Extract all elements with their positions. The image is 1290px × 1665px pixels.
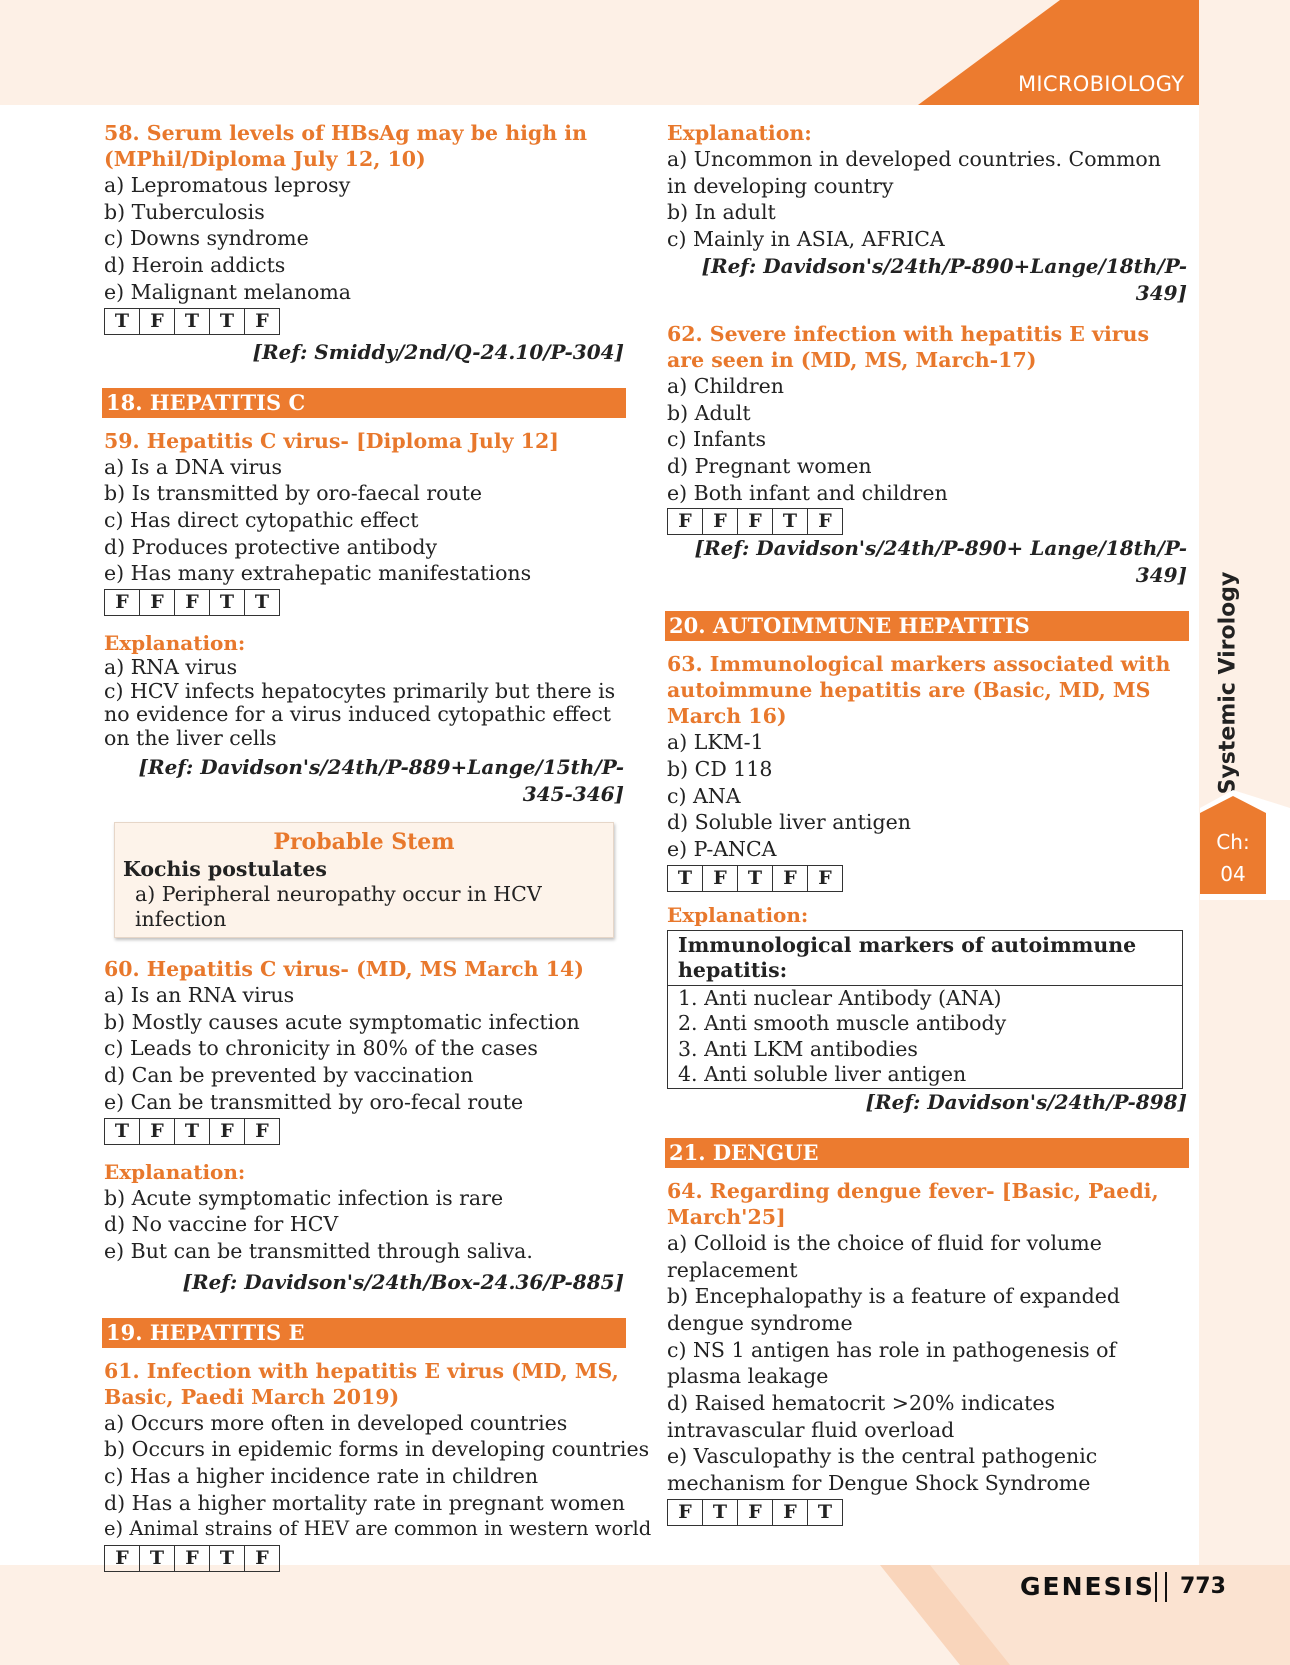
option: e) Can be transmitted by oro-fecal route (104, 1089, 524, 1114)
explanation-line: a) Uncommon in developed countries. Common in developing country (667, 147, 1161, 198)
section-heading-21: 21. DENGUE (665, 1138, 1189, 1168)
option: e) Vasculopathy is the central pathogenic mechanism for Dengue Shock Syndrome (667, 1444, 1098, 1496)
question-60-title: 60. Hepatitis C virus- (MD, MS March 14) (104, 957, 584, 982)
chapter-title: Systemic Virology (1215, 571, 1241, 795)
markers-table-row: 2. Anti smooth muscle antibody (678, 1011, 1007, 1036)
answer-key-62: F F F T F (667, 508, 843, 535)
stem-title: Kochis postulates (123, 857, 327, 882)
answer-key-63: T F T F F (667, 865, 843, 892)
option: c) Infants (667, 427, 767, 452)
option: e) Animal strains of HEV are common in western world (104, 1517, 652, 1541)
option: d) Soluble liver antigen (667, 810, 911, 835)
option: a) Lepromatous leprosy (104, 173, 351, 197)
explanation-heading: Explanation: (667, 902, 809, 927)
option: a) Is an RNA virus (104, 983, 295, 1008)
option: d) Raised hematocrit >20% indicates intravascular fluid overload (667, 1391, 1056, 1442)
probable-stem-box (114, 822, 614, 938)
explanation-line: c) HCV infects hepatocytes primarily but there is no evidence for a virus induced cytopathic effect on the liver cells (104, 678, 616, 750)
option: c) NS 1 antigen has role in pathogenesis of plasma leakage (667, 1337, 1117, 1389)
option: b) Occurs in epidemic forms in developing countries (104, 1437, 650, 1462)
option: b) Adult (667, 400, 751, 425)
option: a) Children (667, 373, 784, 398)
reference: [Ref: Davidson's/24th/Box-24.36/P-885] (182, 1269, 624, 1294)
option: d) Can be prevented by vaccination (104, 1063, 474, 1088)
option: c) Leads to chronicity in 80% of the cases (104, 1036, 538, 1061)
right-column (667, 120, 1187, 1526)
subject-label: MICROBIOLOGY (1018, 72, 1185, 96)
explanation-line: a) RNA virus (104, 655, 238, 680)
question-61-title: 61. Infection with hepatitis E virus (MD, MS, Basic, Paedi March 2019) (104, 1358, 619, 1409)
question-59-title: 59. Hepatitis C virus- [Diploma July 12] (104, 428, 559, 453)
option: b) Is transmitted by oro-faecal route (104, 481, 483, 506)
section-heading-19: 19. HEPATITIS E (102, 1318, 626, 1348)
left-column (104, 120, 652, 1572)
answer-key-59: F F F T T (104, 589, 280, 616)
explanation-line: d) No vaccine for HCV (104, 1212, 339, 1237)
option: c) Has a higher incidence rate in children (104, 1464, 539, 1489)
reference: [Ref: Davidson's/24th/P-898] (865, 1089, 1187, 1114)
option: e) Malignant melanoma (104, 279, 352, 304)
question-63-title: 63. Immunological markers associated with autoimmune hepatitis are (Basic, MD, MS March 16) (667, 652, 1171, 729)
option: b) Tuberculosis (104, 199, 265, 224)
markers-table-heading: Immunological markers of autoimmune hepatitis: (668, 931, 1182, 986)
section-heading-20: 20. AUTOIMMUNE HEPATITIS (665, 611, 1189, 641)
option: a) Colloid is the choice of fluid for volume replacement (667, 1230, 1102, 1282)
answer-key-60: T F T F F (104, 1118, 280, 1145)
option: a) LKM-1 (667, 730, 764, 755)
question-64-title: 64. Regarding dengue fever- [Basic, Paedi, March'25] (667, 1178, 1159, 1229)
option: d) Heroin addicts (104, 253, 286, 278)
option: d) Produces protective antibody (104, 534, 438, 559)
stem-heading: Probable Stem (273, 829, 455, 856)
option: d) Has a higher mortality rate in pregnant women (104, 1490, 625, 1515)
option: c) Has direct cytopathic effect (104, 507, 419, 532)
explanation-heading: Explanation: (667, 121, 812, 145)
option: e) P-ANCA (667, 837, 777, 862)
explanation-line: b) In adult (667, 200, 776, 225)
option: c) Downs syndrome (104, 226, 309, 251)
brand-divider (1155, 1572, 1167, 1602)
page-number: 773 (1180, 1574, 1226, 1599)
reference: [Ref: Smiddy/2nd/Q-24.10/P-304] (252, 339, 624, 364)
markers-table (667, 930, 1183, 1089)
question-62-title: 62. Severe infection with hepatitis E virus are seen in (MD, MS, March-17) (667, 321, 1150, 372)
markers-table-row: 1. Anti nuclear Antibody (ANA) (678, 985, 1002, 1010)
option: e) Both infant and children (667, 480, 948, 505)
markers-table-row: 4. Anti soluble liver antigen (678, 1062, 967, 1087)
option: b) CD 118 (667, 757, 773, 782)
reference: [Ref: Davidson's/24th/P-890+ Lange/18th/P-349] (694, 536, 1187, 588)
stem-option: a) Peripheral neuropathy occur in HCV infection (135, 882, 542, 932)
option: b) Encephalopathy is a feature of expanded dengue syndrome (667, 1284, 1120, 1335)
option: a) Occurs more often in developed countries (104, 1410, 568, 1435)
explanation-heading: Explanation: (104, 631, 246, 656)
option: d) Pregnant women (667, 453, 872, 478)
question-58-title: 58. Serum levels of HBsAg may be high in (MPhil/Diploma July 12, 10) (104, 121, 587, 171)
reference: [Ref: Davidson's/24th/P-890+Lange/18th/P-349] (701, 253, 1187, 305)
explanation-line: e) But can be transmitted through saliva. (104, 1238, 533, 1263)
option: c) ANA (667, 783, 741, 808)
option: b) Mostly causes acute symptomatic infection (104, 1009, 580, 1034)
explanation-line: c) Mainly in ASIA, AFRICA (667, 227, 945, 252)
sidebar-band (1199, 0, 1290, 1565)
option: a) Is a DNA virus (104, 454, 282, 479)
explanation-heading: Explanation: (104, 1159, 246, 1184)
chapter-number: Ch: 04 (1216, 830, 1250, 886)
option: e) Has many extrahepatic manifestations (104, 561, 532, 586)
explanation-line: b) Acute symptomatic infection is rare (104, 1185, 504, 1210)
answer-key-58: T F T T F (104, 308, 280, 335)
answer-key-64: F T F F T (667, 1499, 843, 1526)
answer-key-61: F T F T F (104, 1545, 280, 1572)
section-heading-18: 18. HEPATITIS C (102, 388, 626, 418)
reference: [Ref: Davidson's/24th/P-889+Lange/15th/P-345-346] (138, 755, 624, 807)
brand-logo: GENESIS (1020, 1572, 1155, 1601)
markers-table-row: 3. Anti LKM antibodies (678, 1036, 918, 1061)
